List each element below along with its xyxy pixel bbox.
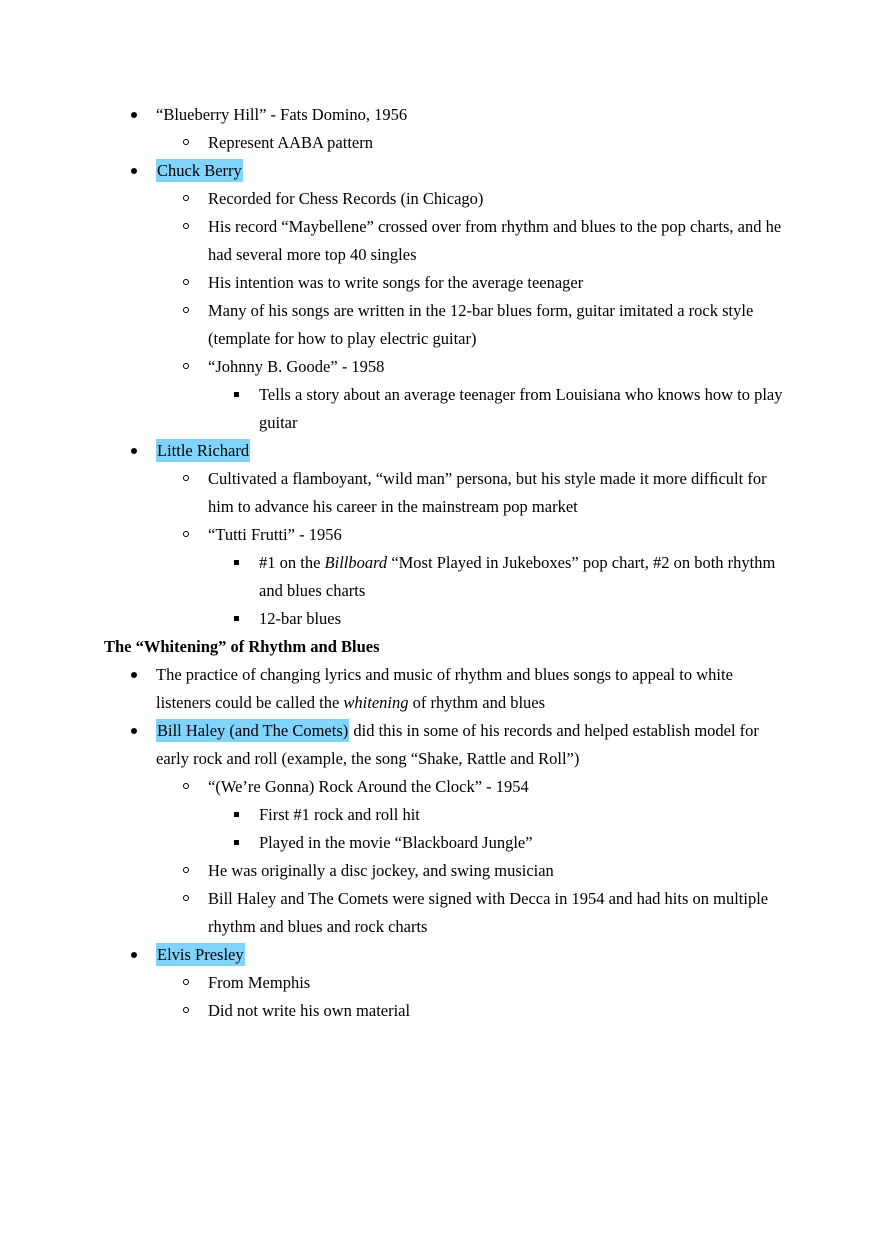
item-text: “Johnny B. Goode” - 1958 <box>208 357 385 376</box>
item-text: His intention was to write songs for the average teenager <box>208 273 584 292</box>
list-item-level-3 <box>104 381 784 437</box>
list-item-level-1 <box>104 717 784 773</box>
item-text: His record “Maybellene” crossed over from rhythm and blues to the pop charts, and he had several more top 40 singles <box>208 217 782 264</box>
list-item-level-3 <box>104 801 784 829</box>
item-text: First #1 rock and roll hit <box>259 805 420 824</box>
item-text: The practice of changing lyrics and music of rhythm and blues songs to appeal to white listeners could be called the <box>156 665 733 712</box>
list-item-level-2 <box>104 521 784 549</box>
highlighted-name: Elvis Presley <box>157 945 244 964</box>
item-text: He was originally a disc jockey, and swing musician <box>208 861 554 880</box>
italic-text: Billboard <box>324 553 388 572</box>
list-item-level-3 <box>104 605 784 633</box>
item-text: did this in some of his records and helped establish model for early rock and roll (example, the song “Shake, Rattle and Roll”) <box>156 721 759 768</box>
item-text: Represent AABA pattern <box>208 133 373 152</box>
list-item-level-1 <box>104 661 784 717</box>
list-item-level-3 <box>104 829 784 857</box>
list-item-level-2 <box>104 969 784 997</box>
list-item-level-3 <box>104 549 784 605</box>
notes-list <box>104 101 784 1025</box>
item-text: “Tutti Frutti” - 1956 <box>208 525 342 544</box>
highlighted-name: Chuck Berry <box>157 161 242 180</box>
highlighted-name: Bill Haley (and The Comets) <box>157 721 349 740</box>
item-text: Tells a story about an average teenager from Louisiana who knows how to play guitar <box>259 385 783 432</box>
item-text: Many of his songs are written in the 12-bar blues form, guitar imitated a rock style (template for how to play electric guitar) <box>208 301 754 348</box>
highlighted-name: Little Richard <box>157 441 250 460</box>
item-text: Recorded for Chess Records (in Chicago) <box>208 189 484 208</box>
item-text: 12-bar blues <box>259 609 342 628</box>
list-item-level-1 <box>104 941 784 969</box>
list-item-level-1 <box>104 157 784 185</box>
list-item-level-2 <box>104 185 784 213</box>
item-text: From Memphis <box>208 973 311 992</box>
list-item-level-2 <box>104 857 784 885</box>
item-text: “Blueberry Hill” - Fats Domino, 1956 <box>156 105 408 124</box>
list-item-level-2 <box>104 269 784 297</box>
italic-text: whitening <box>343 693 409 712</box>
list-item-level-2 <box>104 885 784 941</box>
section-heading <box>104 633 784 661</box>
item-text: of rhythm and blues <box>408 693 546 712</box>
item-text: Did not write his own material <box>208 1001 411 1020</box>
item-text: #1 on the <box>259 553 325 572</box>
notes-content <box>104 101 784 1025</box>
list-item-level-1 <box>104 101 784 129</box>
item-text: The “Whitening” of Rhythm and Blues <box>104 637 380 656</box>
list-item-level-2 <box>104 465 784 521</box>
list-item-level-1 <box>104 437 784 465</box>
item-text: Played in the movie “Blackboard Jungle” <box>259 833 533 852</box>
item-text: “(We’re Gonna) Rock Around the Clock” - 1954 <box>208 777 529 796</box>
list-item-level-2 <box>104 997 784 1025</box>
list-item-level-2 <box>104 213 784 269</box>
list-item-level-2 <box>104 129 784 157</box>
item-text: “Most Played in Jukeboxes” pop chart, #2 on both rhythm and blues charts <box>259 553 776 600</box>
list-item-level-2 <box>104 773 784 801</box>
item-text: Bill Haley and The Comets were signed with Decca in 1954 and had hits on multiple rhythm and blues and rock charts <box>208 889 769 936</box>
list-item-level-2 <box>104 297 784 353</box>
item-text: Cultivated a flamboyant, “wild man” persona, but his style made it more difﬁcult for him to advance his career in the mainstream pop market <box>208 469 767 516</box>
list-item-level-2 <box>104 353 784 381</box>
